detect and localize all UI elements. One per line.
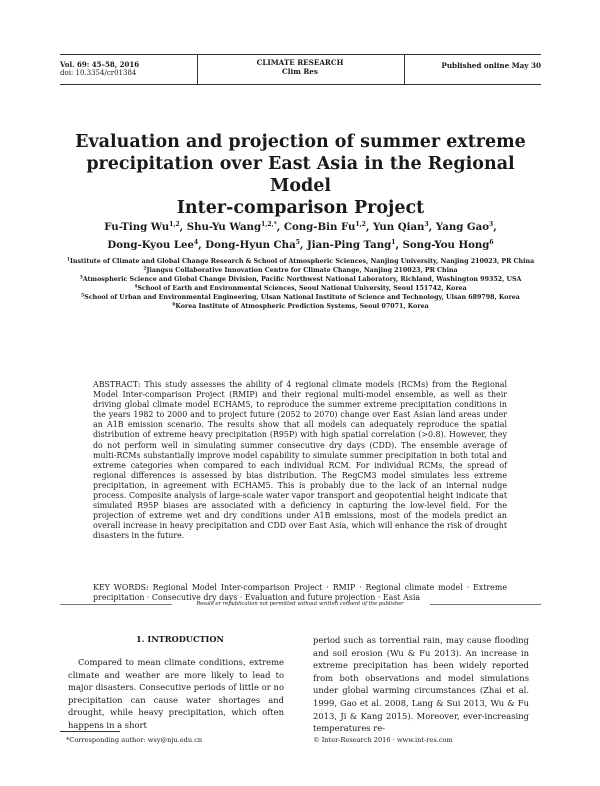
affiliation <box>55 285 546 294</box>
affiliation <box>55 276 546 285</box>
affiliation-number: 1 <box>66 257 70 263</box>
author-affiliation-mark: 6 <box>489 239 494 246</box>
header-divider-left <box>197 54 198 84</box>
body-column-right: period such as torrential rain, may cause flooding and soil erosion (Wu & Fu 2013). An increase in extreme precipitation has been widely reported from both observations and model simulations under global warming circumstances (Zhai et al. 1999, Gao et al. 2008, Lang & Sui 2013, Wu & Fu 2013, Ji & Kang 2015). Moreover, ever-increasing temperatures re- <box>313 635 529 734</box>
header-divider-right <box>404 54 405 84</box>
title-line-3: Inter-comparison Project <box>176 198 425 218</box>
author-list <box>60 218 541 254</box>
republication-notice: Resale or republication not permitted without written consent of the publisher <box>196 601 404 607</box>
affiliation <box>55 267 546 276</box>
title-line-2: precipitation over East Asia in the Regional Model <box>86 154 515 196</box>
author-line-2: Dong-Kyou Lee$^4$, Dong-Hyun Cha$^5$, Jian-Ping Tang$^1$, Song-You Hong$^6$ <box>107 239 494 251</box>
author-affiliation-mark: 1 <box>391 239 396 246</box>
author-affiliation-mark: 1,2 <box>169 221 180 228</box>
author-affiliation-mark: 1,2 <box>355 221 366 228</box>
author-affiliation-mark: 3 <box>489 221 494 228</box>
notice-rule-left <box>60 604 172 605</box>
affiliation-number: 3 <box>79 275 83 281</box>
journal-abbrev: Clim Res <box>282 67 318 76</box>
journal-name-block <box>225 58 375 76</box>
author-name: Song-You Hong <box>402 239 490 251</box>
affiliation <box>55 303 546 312</box>
header-bottom-rule <box>60 84 541 85</box>
affiliation-text: Institute of Climate and Global Change Research & School of Atmospheric Sciences, Nanjing University, Nanjing 210023, PR China <box>69 258 535 265</box>
published-date: Published online May 30 <box>441 61 541 70</box>
copyright: © Inter-Research 2016 · www.int-res.com <box>313 736 453 744</box>
notice-rule-right <box>430 604 541 605</box>
author-name: Shu-Yu Wang <box>186 221 262 233</box>
author-line-1: Fu-Ting Wu$^{1,2}$, Shu-Yu Wang$^{1,2,*}$, Cong-Bin Fu$^{1,2}$, Yun Qian$^3$, Yang Gao$^3$, <box>104 221 497 233</box>
author-name: Cong-Bin Fu <box>283 221 356 233</box>
body-column-left: Compared to mean climate conditions, extreme climate and weather are more likely to lead to major disasters. Consecutive periods of little or no precipitation can cause water shortages and drought, while heavy precipitation, which often happens in a short <box>68 657 284 730</box>
author-name: Fu-Ting Wu <box>104 221 170 233</box>
affiliation-text: Jiangsu Collaborative Innovation Centre for Climate Change, Nanjing 210023, PR China <box>146 266 458 274</box>
affiliation-text: Korea Institute of Atmospheric Prediction Systems, Seoul 07071, Korea <box>175 302 429 310</box>
section-heading: 1. INTRODUCTION <box>135 634 225 644</box>
volume: Vol. 69: 45–58, 2016 <box>60 60 140 69</box>
affiliation-text: School of Urban and Environmental Engineering, Ulsan National Institute of Science and Technology, Ulsan 689798, Korea <box>84 293 520 301</box>
author-affiliation-mark: 3 <box>424 221 429 228</box>
author-name: Yang Gao <box>435 221 489 233</box>
abstract: ABSTRACT: This study assesses the ability of 4 regional climate models (RCMs) from the Regional Model Inter-comparison Project (RMIP) and their regional multi-model ensemble, as well as their driving global climate model ECHAM5, to reproduce the summer extreme precipitation conditions in the years 1982 to 2000 and to project future (2052 to 2070) change over East Asian land areas under an A1B emission scenario. The results show that all models can adequately reproduce the spatial distribution of extreme heavy precipitation (R95P) with high spatial correlation (>0.8). However, they do not perform well in simulating summer consecutive dry days (CDD). The ensemble average of multi-RCMs substantially improve model capability to simulate summer precipitation in both total and extreme categories when compared to each individual RCM. For individual RCMs, the spread of regional differences is assessed by bias distribution. The RegCM3 model simulates less extreme precipitation, in agreement with ECHAM5. This is probably due to the lack of an internal nudge process. Composite analysis of large-scale water vapor transport and geopotential height indicate that simulated R95P biases are associated with a deficiency in capturing the low-level field. For the projection of extreme wet and dry conditions under A1B emissions, most of the models predict an overall increase in heavy precipitation and CDD over East Asia, which will enhance the risk of drought disasters in the future. <box>93 380 507 541</box>
author-name: Dong-Kyou Lee <box>107 239 194 251</box>
footnote-rule <box>60 731 120 732</box>
affiliation-text: Atmospheric Science and Global Change Division, Pacific Northwest National Laboratory, Richland, Washington 99352, USA <box>82 275 522 283</box>
author-affiliation-mark: 1,2,* <box>261 221 277 228</box>
paper-title <box>60 131 541 219</box>
affiliation-number: 6 <box>172 302 176 308</box>
author-name: Yun Qian <box>372 221 425 233</box>
author-affiliation-mark: 5 <box>295 239 300 246</box>
affiliation-number: 2 <box>143 266 147 272</box>
journal-name: CLIMATE RESEARCH <box>256 58 344 67</box>
author-name: Jian-Ping Tang <box>306 239 392 251</box>
affiliation <box>55 258 546 267</box>
title-line-1: Evaluation and projection of summer extreme <box>75 132 526 152</box>
author-name: Dong-Hyun Cha <box>205 239 296 251</box>
affiliation-number: 5 <box>81 293 85 299</box>
affiliation-text: School of Earth and Environmental Sciences, Seoul National University, Seoul 151742, Korea <box>137 284 467 292</box>
doi: doi: 10.3354/cr01384 <box>60 69 137 77</box>
header-volume-info <box>60 60 180 78</box>
header-top-rule <box>60 54 541 55</box>
affiliation <box>55 294 546 303</box>
affiliation-number: 4 <box>134 284 138 290</box>
corresponding-author: *Corresponding author: wsy@nju.edu.cn <box>66 736 203 744</box>
author-affiliation-mark: 4 <box>193 239 199 246</box>
keywords: KEY WORDS: Regional Model Inter-comparison Project · RMIP · Regional climate model · Extreme precipitation · Consecutive dry days · Evaluation and future projection · East Asia <box>93 583 507 603</box>
affiliations <box>55 258 546 311</box>
